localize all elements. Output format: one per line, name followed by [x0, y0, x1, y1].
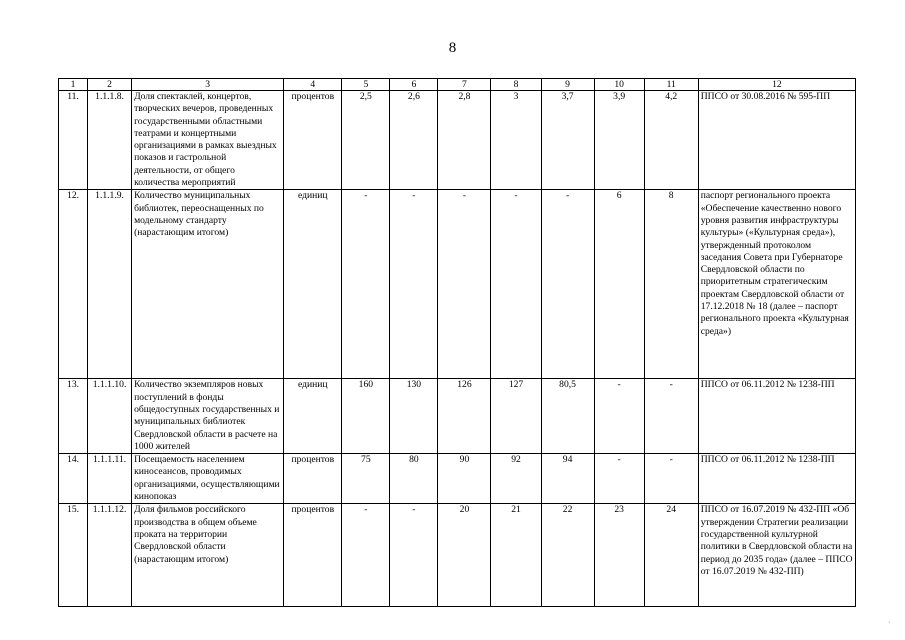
table-row [59, 379, 856, 454]
value-cell: 2,5 [342, 91, 390, 190]
row-number: 15. [59, 504, 88, 607]
indicator-name: Доля спектаклей, концертов, творческих вечеров, проведенных государственными областными театрами и концертными организациями в рамках выездных показов и гастрольной деятельности, от общего количества мероприятий [132, 91, 284, 190]
row-number: 11. [59, 91, 88, 190]
indicator-name: Посещаемость населением киносеансов, проводимых организациями, осуществляющими кинопоказ [132, 454, 284, 504]
scan-speck: · [888, 618, 891, 627]
value-cell: 90 [438, 454, 491, 504]
row-number: 14. [59, 454, 88, 504]
header-cell: 11 [644, 79, 698, 91]
indicator-code: 1.1.1.11. [88, 454, 132, 504]
indicator-code: 1.1.1.12. [88, 504, 132, 607]
value-cell: 127 [491, 379, 541, 454]
value-cell: 130 [390, 379, 438, 454]
source-cell: ППСО от 30.08.2016 № 595-ПП [698, 91, 855, 190]
header-cell: 9 [541, 79, 594, 91]
value-cell: 8 [644, 190, 698, 379]
value-cell: - [390, 190, 438, 379]
table-row [59, 190, 856, 379]
value-cell: 3,9 [594, 91, 644, 190]
value-cell: - [390, 504, 438, 607]
indicator-name: Доля фильмов российского производства в общем объеме проката на территории Свердловской области (нарастающим итогом) [132, 504, 284, 607]
value-cell: - [594, 379, 644, 454]
value-cell: 80 [390, 454, 438, 504]
value-cell: 23 [594, 504, 644, 607]
unit-cell: единиц [284, 379, 342, 454]
row-number: 12. [59, 190, 88, 379]
indicator-name: Количество экземпляров новых поступлений в фонды общедоступных государственных и муниципальных библиотек Свердловской области в расчете на 1000 жителей [132, 379, 284, 454]
value-cell: 126 [438, 379, 491, 454]
value-cell: - [644, 379, 698, 454]
value-cell: - [491, 190, 541, 379]
value-cell: - [438, 190, 491, 379]
source-cell: паспорт регионального проекта «Обеспечение качественно нового уровня развития инфраструктуры культуры» («Культурная среда»), утвержденный протоколом заседания Совета при Губернаторе Свердловской области по приоритетным стратегическим проектам Свердловской области от 17.12.2018 № 18 (далее – паспорт регионального проекта «Культурная среда») [698, 190, 855, 379]
indicator-code: 1.1.1.10. [88, 379, 132, 454]
source-cell: ППСО от 06.11.2012 № 1238-ПП [698, 379, 855, 454]
unit-cell: процентов [284, 454, 342, 504]
value-cell: 2,6 [390, 91, 438, 190]
indicators-table [58, 78, 856, 607]
unit-cell: единиц [284, 190, 342, 379]
header-cell: 2 [88, 79, 132, 91]
value-cell: 80,5 [541, 379, 594, 454]
value-cell: 75 [342, 454, 390, 504]
value-cell: 20 [438, 504, 491, 607]
value-cell: 3,7 [541, 91, 594, 190]
value-cell: 4,2 [644, 91, 698, 190]
value-cell: - [644, 454, 698, 504]
value-cell: 21 [491, 504, 541, 607]
value-cell: - [342, 190, 390, 379]
indicator-code: 1.1.1.9. [88, 190, 132, 379]
value-cell: 24 [644, 504, 698, 607]
value-cell: - [342, 504, 390, 607]
header-cell: 1 [59, 79, 88, 91]
source-cell: ППСО от 16.07.2019 № 432-ПП «Об утверждении Стратегии реализации государственной культурной политики в Свердловской области на период до 2035 года» (далее – ППСО от 16.07.2019 № 432-ПП) [698, 504, 855, 607]
unit-cell: процентов [284, 91, 342, 190]
header-cell: 10 [594, 79, 644, 91]
table-row [59, 91, 856, 190]
header-cell: 4 [284, 79, 342, 91]
header-cell: 6 [390, 79, 438, 91]
indicator-code: 1.1.1.8. [88, 91, 132, 190]
value-cell: 92 [491, 454, 541, 504]
value-cell: - [541, 190, 594, 379]
value-cell: 6 [594, 190, 644, 379]
value-cell: 94 [541, 454, 594, 504]
value-cell: - [594, 454, 644, 504]
header-cell: 12 [698, 79, 855, 91]
header-cell: 5 [342, 79, 390, 91]
value-cell: 160 [342, 379, 390, 454]
header-cell: 8 [491, 79, 541, 91]
source-cell: ППСО от 06.11.2012 № 1238-ПП [698, 454, 855, 504]
value-cell: 2,8 [438, 91, 491, 190]
table-row [59, 504, 856, 607]
header-cell: 3 [132, 79, 284, 91]
header-cell: 7 [438, 79, 491, 91]
header-row [59, 79, 856, 91]
page-number: 8 [448, 40, 457, 56]
indicator-name: Количество муниципальных библиотек, переоснащенных по модельному стандарту (нарастающим итогом) [132, 190, 284, 379]
unit-cell: процентов [284, 504, 342, 607]
row-number: 13. [59, 379, 88, 454]
value-cell: 3 [491, 91, 541, 190]
value-cell: 22 [541, 504, 594, 607]
table-row [59, 454, 856, 504]
